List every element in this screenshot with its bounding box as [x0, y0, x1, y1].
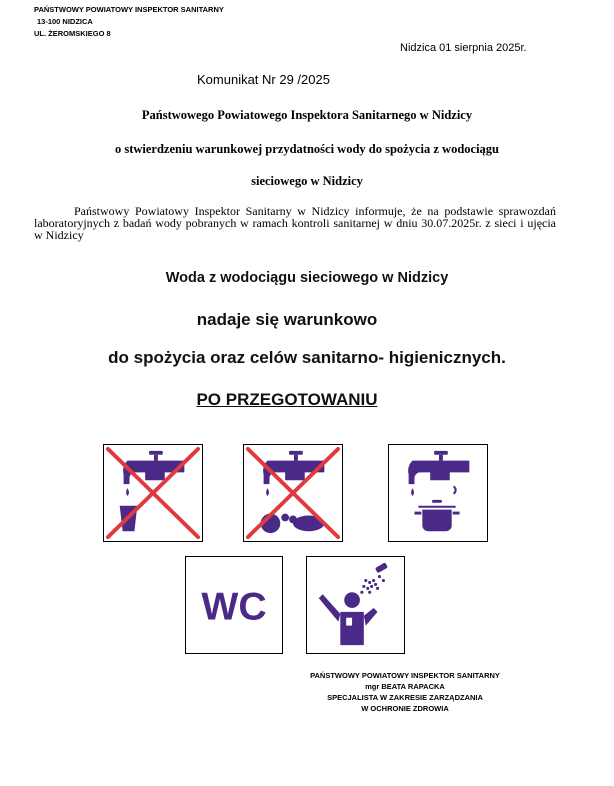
wc-label: WC — [201, 585, 267, 629]
signature-line-3: SPECJALISTA W ZAKRESIE ZARZĄDZANIA — [327, 693, 483, 702]
no-food-washing-icon — [243, 444, 343, 542]
signature-line-4: W OCHRONIE ZDROWIA — [361, 704, 449, 713]
shower-icon — [306, 556, 405, 654]
title-line-1: Państwowego Powiatowego Inspektora Sanitarnego w Nidzicy — [141, 108, 473, 122]
document-date: Nidzica 01 sierpnia 2025r. — [400, 42, 527, 54]
title-line-2: o stwierdzeniu warunkowej przydatności wody do spożycia z wodociągu — [114, 142, 500, 156]
signature-line-2: mgr BEATA RAPACKA — [365, 682, 445, 691]
boil-water-icon — [388, 444, 488, 542]
statement-line-4: PO PRZEGOTOWANIU — [196, 390, 378, 409]
header-postal: 13-100 NIDZICA — [37, 17, 93, 26]
wc-icon — [185, 556, 283, 654]
statement-line-1: Woda z wodociągu sieciowego w Nidzicy — [165, 270, 449, 286]
statement-line-2: nadaje się warunkowo — [196, 310, 378, 329]
komunikat-number: Komunikat Nr 29 /2025 — [197, 72, 330, 87]
header-org: PAŃSTWOWY POWIATOWY INSPEKTOR SANITARNY — [34, 5, 224, 14]
statement-line-3: do spożycia oraz celów sanitarno- higienicznych. — [108, 348, 506, 367]
header-street: UL. ŻEROMSKIEGO 8 — [34, 29, 111, 38]
no-drinking-icon — [103, 444, 203, 542]
title-line-3: sieciowego w Nidzicy — [251, 174, 363, 188]
body-paragraph: Państwowy Powiatowy Inspektor Sanitarny w Nidzicy informuje, że na podstawie sprawozdań laboratoryjnych z badań wody pobranych w ramach kontroli sanitarnej w dniu 30.07.2025r. z sieci i ujęcia w Nidzicy — [34, 204, 556, 242]
signature-line-1: PAŃSTWOWY POWIATOWY INSPEKTOR SANITARNY — [310, 671, 500, 680]
